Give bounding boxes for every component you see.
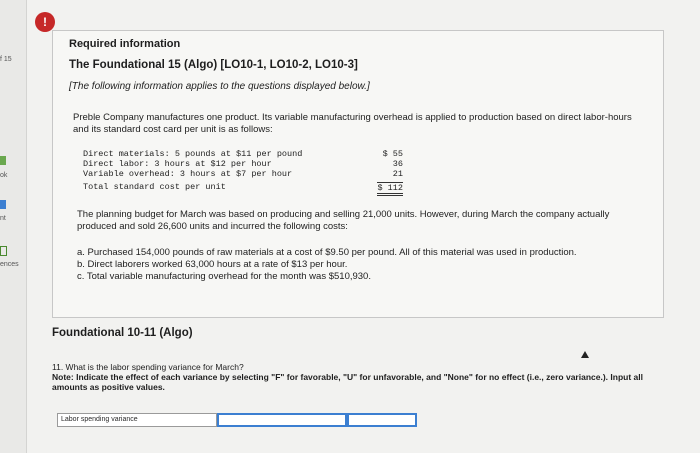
print-icon[interactable] bbox=[0, 200, 6, 209]
left-sidebar bbox=[0, 0, 27, 453]
intro-text: Preble Company manufactures one product. Its variable manufacturing overhead is applied to production based on direct labor-hours and its standard cost card per unit is as follows: bbox=[73, 112, 632, 135]
cost-label: Variable overhead: 3 hours at $7 per hour bbox=[83, 169, 293, 179]
cost-label: Total standard cost per unit bbox=[83, 182, 226, 192]
required-information-panel bbox=[52, 30, 664, 318]
required-label: Required information bbox=[69, 38, 181, 50]
book-icon[interactable] bbox=[0, 156, 6, 165]
standard-cost-card bbox=[83, 149, 403, 192]
cost-row bbox=[83, 159, 403, 169]
cost-row bbox=[83, 149, 403, 159]
answer-row bbox=[57, 413, 417, 427]
references-icon[interactable] bbox=[0, 246, 7, 256]
instruction-note: Note: Indicate the effect of each variance by selecting "F" for favorable, "U" for unfavorable, and "None" for no effect (i.e., zero variance.). Input all amounts as positive values. bbox=[52, 372, 643, 392]
problem-subtitle: [The following information applies to the questions displayed below.] bbox=[69, 81, 370, 92]
answer-label: Labor spending variance bbox=[57, 413, 217, 427]
costs-incurred-list bbox=[77, 247, 577, 283]
sidebar-page-ref: f 15 bbox=[0, 56, 12, 63]
list-item: c. Total variable manufacturing overhead for the month was $510,930. bbox=[77, 271, 371, 282]
cost-amount: 21 bbox=[392, 169, 403, 179]
sidebar-item-print[interactable]: nt bbox=[0, 215, 6, 222]
problem-title: The Foundational 15 (Algo) [LO10-1, LO10-2, LO10-3] bbox=[69, 59, 358, 71]
sidebar-item-references[interactable]: ences bbox=[0, 261, 19, 268]
list-item: a. Purchased 154,000 pounds of raw materials at a cost of $9.50 per pound. All of this material was used in production. bbox=[77, 247, 577, 258]
planning-text: The planning budget for March was based on producing and selling 21,000 units. However, during March the company actually produced and sold 26,600 units and incurred the following costs: bbox=[77, 209, 610, 232]
list-item: b. Direct laborers worked 63,000 hours at a rate of $13 per hour. bbox=[77, 259, 348, 270]
question-text: 11. What is the labor spending variance for March? bbox=[52, 362, 244, 372]
variance-amount-input[interactable] bbox=[217, 413, 347, 427]
cost-amount: $ 55 bbox=[382, 149, 403, 159]
cost-amount: 36 bbox=[392, 159, 403, 169]
alert-icon: ! bbox=[35, 12, 55, 32]
cost-row bbox=[83, 169, 403, 179]
variance-effect-select[interactable] bbox=[347, 413, 417, 427]
cost-label: Direct materials: 5 pounds at $11 per pound bbox=[83, 149, 303, 159]
sidebar-item-book[interactable]: ok bbox=[0, 172, 8, 179]
cost-label: Direct labor: 3 hours at $12 per hour bbox=[83, 159, 272, 169]
mouse-cursor-icon bbox=[581, 351, 589, 358]
foundational-title: Foundational 10-11 (Algo) bbox=[52, 327, 193, 339]
cost-total-row bbox=[83, 182, 403, 192]
cost-amount: $ 112 bbox=[377, 182, 403, 196]
